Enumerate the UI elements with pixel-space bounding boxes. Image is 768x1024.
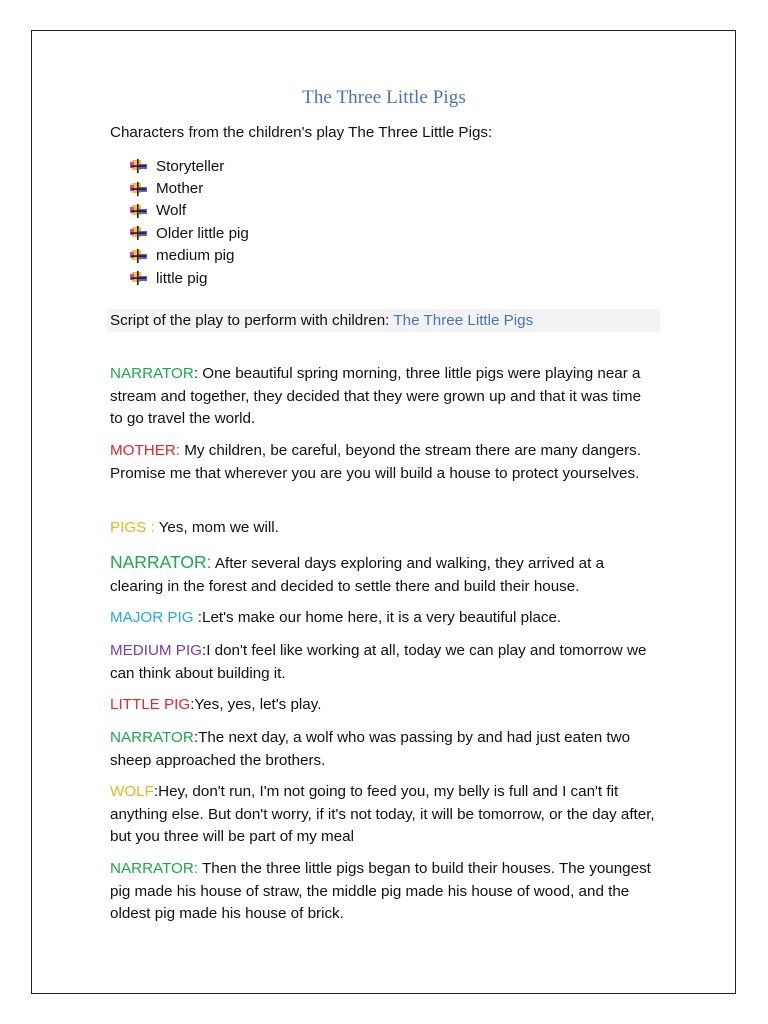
- speaker-label: NARRATOR:: [110, 860, 199, 877]
- dialogue-text: Hey, don't run, I'm not going to feed you, my belly is full and I can't fit anything else. But don't worry, if it's not today, it will be tomorrow, or the day after, but you three will be part of my meal: [110, 783, 655, 845]
- character-name: Wolf: [156, 202, 187, 220]
- document-title: The Three Little Pigs: [302, 87, 466, 108]
- dialogue-text: I don't feel like working at all, today we can play and tomorrow we can think about building it.: [110, 642, 647, 682]
- bullet-icon: [130, 249, 148, 263]
- dialogue-narrator-1: [110, 363, 655, 431]
- character-name: little pig: [156, 269, 208, 287]
- list-item: [130, 267, 249, 289]
- speaker-label: MOTHER:: [110, 442, 181, 459]
- dialogue-major-pig: [110, 607, 655, 630]
- speaker-label: LITTLE PIG: [110, 696, 191, 713]
- dialogue-narrator-3: [110, 727, 655, 772]
- bullet-icon: [130, 226, 148, 240]
- dialogue-narrator-4: [110, 858, 655, 926]
- speaker-label: NARRATOR:: [110, 552, 212, 572]
- character-name: Storyteller: [156, 157, 225, 175]
- bullet-icon: [130, 159, 148, 173]
- speaker-label: WOLF: [110, 783, 154, 800]
- dialogue-mother: [110, 440, 655, 485]
- character-name: Mother: [156, 180, 204, 198]
- characters-list: [130, 155, 249, 289]
- speaker-separator: :: [153, 783, 159, 800]
- speaker-label: MAJOR PIG: [110, 609, 194, 626]
- list-item: [130, 155, 249, 177]
- character-name: Older little pig: [156, 224, 249, 242]
- script-reference: [107, 309, 660, 332]
- dialogue-narrator-2: [110, 551, 655, 598]
- dialogue-text: The next day, a wolf who was passing by and had just eaten two sheep approached the brothers.: [110, 729, 631, 769]
- bullet-icon: [130, 271, 148, 285]
- speaker-label: PIGS :: [110, 519, 155, 536]
- bullet-icon: [130, 182, 148, 196]
- speaker-separator: :: [193, 365, 203, 382]
- list-item: [130, 222, 249, 244]
- script-prefix: Script of the play to perform with children:: [110, 312, 394, 329]
- dialogue-text: My children, be careful, beyond the stream there are many dangers. Promise me that wherever you are you will build a house to protect yourselves.: [110, 442, 641, 482]
- speaker-separator: :: [190, 696, 195, 713]
- dialogue-text: One beautiful spring morning, three little pigs were playing near a stream and together, they decided that they were grown up and that it was time to go travel the world.: [110, 365, 642, 427]
- speaker-label: NARRATOR: [110, 729, 194, 746]
- speaker-separator: :: [193, 609, 202, 626]
- list-item: [130, 177, 249, 199]
- dialogue-text: After several days exploring and walking, they arrived at a clearing in the forest and decided to settle there and build their house.: [110, 555, 605, 595]
- speaker-label: MEDIUM PIG: [110, 642, 202, 659]
- list-item: [130, 200, 249, 222]
- character-name: medium pig: [156, 247, 235, 265]
- dialogue-text: Yes, yes, let's play.: [194, 696, 322, 713]
- bullet-icon: [130, 204, 148, 218]
- dialogue-wolf: [110, 781, 655, 849]
- dialogue-text: Yes, mom we will.: [158, 519, 279, 536]
- dialogue-medium-pig: [110, 640, 655, 685]
- characters-intro: Characters from the children's play The Three Little Pigs:: [110, 124, 493, 141]
- dialogue-pigs: [110, 517, 655, 540]
- dialogue-text: Let's make our home here, it is a very beautiful place.: [202, 609, 562, 626]
- speaker-separator: :: [193, 729, 199, 746]
- dialogue-little-pig: [110, 694, 655, 717]
- script-link[interactable]: The Three Little Pigs: [393, 312, 534, 329]
- list-item: [130, 245, 249, 267]
- speaker-separator: :: [201, 642, 207, 659]
- dialogue-text: Then the three little pigs began to build their houses. The youngest pig made his house of straw, the middle pig made his house of wood, and the oldest pig made his house of brick.: [110, 860, 651, 922]
- speaker-label: NARRATOR: [110, 365, 194, 382]
